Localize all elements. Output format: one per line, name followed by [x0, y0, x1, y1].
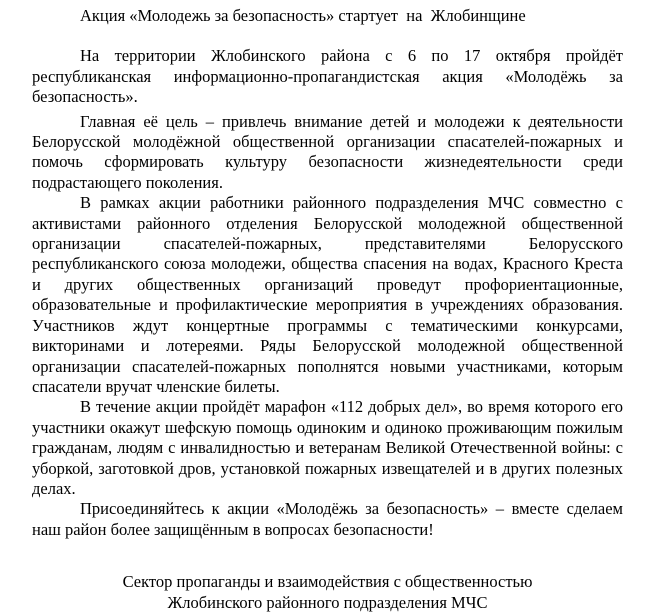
paragraph-activities: В рамках акции работники районного подразделения МЧС совместно с активистами районного отделения Белорусской молодежной общественной организации спасателей-пожарных, представителями Белорусского республиканского союза молодежи, общества спасения на водах, Красного Креста и других общественных организаций проведут профориентационные, образовательные и профилактические мероприятия в учреждениях образования. Участников ждут концертные программы с тематическими конкурсами, викторинами и лотереями. Ряды Белорусской молодежной общественной организации спасателей-пожарных пополнятся новыми участниками, которым спасатели вручат членские билеты. [32, 193, 623, 396]
paragraph-call-to-action: Присоединяйтесь к акции «Молодёжь за безопасность» – вместе сделаем наш район более защищённым в вопросах безопасности! [32, 499, 623, 539]
paragraph-marathon: В течение акции пройдёт марафон «112 добрых дел», во время которого его участники окажут шефскую помощь одиноким и одиноко проживающим пожилым гражданам, людям с инвалидностью и ветеранам Великой Отечественной войны: с уборкой, заготовкой дров, установкой пожарных извещателей и в других полезных делах. [32, 397, 623, 498]
signature-block [32, 572, 623, 613]
document-title: Акция «Молодежь за безопасность» стартует на Жлобинщине [80, 6, 526, 25]
signature-line-department: Сектор пропаганды и взаимодействия с общественностью [122, 572, 533, 592]
paragraph-goal: Главная её цель – привлечь внимание детей и молодежи к деятельности Белорусской молодёжной общественной организации спасателей-пожарных и помочь сформировать культуру безопасности жизнедеятельности среди подрастающего поколения. [32, 111, 623, 192]
document [32, 6, 623, 613]
paragraph-intro: На территории Жлобинского района с 6 по 17 октября пройдёт республиканская информационно-пропагандистская акция «Молодёжь за безопасность». [32, 46, 623, 107]
signature-line-unit: Жлобинского районного подразделения МЧС [167, 592, 488, 612]
